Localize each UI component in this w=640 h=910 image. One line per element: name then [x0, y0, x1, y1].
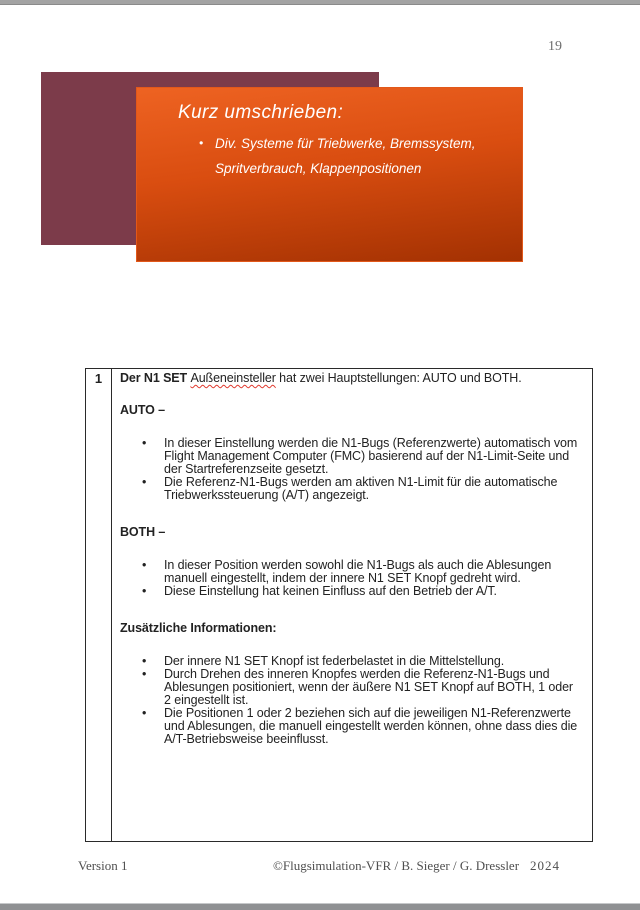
- footer-year: 2024: [530, 858, 560, 873]
- slide-card: [136, 87, 523, 262]
- intro-rest-text: hat zwei Hauptstellungen: AUTO und BOTH.: [275, 371, 522, 385]
- footer-version: Version 1: [78, 858, 128, 873]
- bullet-item: • Die Positionen 1 oder 2 beziehen sich auf die jeweiligen N1-Referenzwerte und Ablesungen, die manuell eingestellt werden können, ohne dass dies die A/T-Betriebsweise beeinflusst.: [164, 707, 583, 746]
- row-content-cell: [112, 369, 592, 841]
- section-heading-additional-info: Zusätzliche Informationen:: [120, 621, 277, 635]
- slide-bullet-text: Div. Systeme für Triebwerke, Bremssystem, Spritverbrauch, Klappenpositionen: [215, 136, 476, 176]
- top-divider-bar: [0, 0, 640, 5]
- bullet-list-additional-info: [120, 655, 583, 746]
- bullet-item: • Die Referenz-N1-Bugs werden am aktiven N1-Limit für die automatische Triebwerkssteuerung (A/T) angezeigt.: [164, 476, 583, 502]
- bullet-item: • In dieser Position werden sowohl die N1-Bugs als auch die Ablesungen manuell eingestellt, indem der innere N1 SET Knopf gedreht wird.: [164, 559, 583, 585]
- bullet-item: • In dieser Einstellung werden die N1-Bugs (Referenzwerte) automatisch vom Flight Management Computer (FMC) basierend auf der N1-Limit-Seite und der Startreferenzseite gesetzt.: [164, 437, 583, 476]
- bullet-list-both: [120, 559, 583, 598]
- bottom-divider-bar: [0, 903, 640, 910]
- bullet-dot-icon: •: [199, 136, 204, 150]
- section-heading-auto: AUTO –: [120, 403, 166, 417]
- page-number: 19: [548, 39, 562, 54]
- bullet-item: • Der innere N1 SET Knopf ist federbelastet in die Mittelstellung.: [164, 655, 583, 668]
- bullet-list-auto: [120, 437, 583, 502]
- intro-line: [120, 372, 583, 385]
- intro-bold-text: Der N1 SET: [120, 371, 191, 385]
- intro-misspelled-word: Außeneinsteller: [190, 371, 276, 385]
- info-table: [85, 368, 593, 842]
- bullet-item: • Durch Drehen des inneren Knopfes werden die Referenz-N1-Bugs und Ablesungen positioniert, wenn der äußere N1 SET Knopf auf BOTH, 1 oder 2 eingestellt ist.: [164, 668, 583, 707]
- section-heading-both: BOTH –: [120, 525, 166, 539]
- slide-bullet-item: [199, 131, 522, 181]
- bullet-item: • Diese Einstellung hat keinen Einfluss auf den Betrieb der A/T.: [164, 585, 583, 598]
- row-number-cell: 1: [86, 369, 112, 841]
- footer-copyright: ©Flugsimulation-VFR / B. Sieger / G. Dressler: [273, 858, 520, 873]
- slide-title: Kurz umschrieben:: [178, 102, 344, 123]
